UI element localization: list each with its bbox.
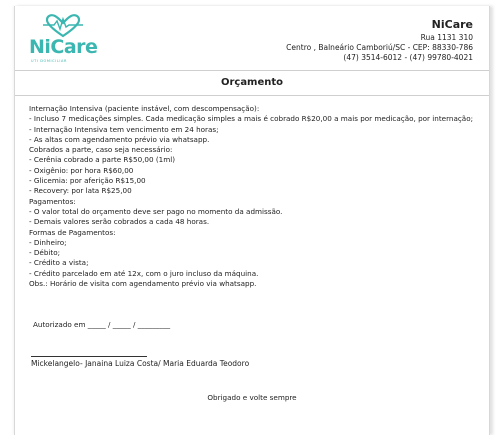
company-address: Rua 1131 310 [420,33,473,42]
company-info [286,18,473,63]
thanks-message: Obrigado e volte sempre [207,393,297,402]
body-line: - Oxigênio: por hora R$60,00 [29,165,134,175]
body-line: - Débito; [29,248,61,258]
body-line: - Crédito a vista; [29,258,89,268]
body-line: - Internação Intensiva tem vencimento em 24 horas; [29,124,219,134]
signature-line [31,356,147,357]
company-phones: (47) 3514-6012 - (47) 99780-4021 [343,53,473,62]
company-name: NiCare [431,18,473,31]
heart-pulse-icon [43,14,83,38]
body-line: Obs.: Horário de visita com agendamento prévio via whatsapp. [29,279,257,289]
body-line: Formas de Pagamentos: [29,227,116,237]
logo-tagline: UTI DOMICILIAR [31,59,68,63]
body-line: - Dinheiro; [29,237,67,247]
body-line: - Crédito parcelado em até 12x, com o juro incluso da máquina. [29,268,259,278]
body-line: - Glicemia: por aferição R$15,00 [29,176,146,186]
logo-wordmark: NiCare [29,36,98,58]
document-page [14,6,490,435]
signature-names: Mickelangelo- Janaina Luiza Costa/ Maria Eduarda Teodoro [31,359,250,368]
nicare-logo [29,14,99,66]
document-body [29,104,479,289]
authorization-line: Autorizado em _____ / _____ / _________ [33,320,171,329]
company-city: Centro , Balneário Camboriú/SC - CEP: 88330-786 [286,43,473,52]
body-line: Internação Intensiva (paciente instável, com descompensação): [29,104,260,113]
body-line: - O valor total do orçamento deve ser pago no momento da admissão. [29,206,283,216]
body-line: - Demais valores serão cobrados a cada 48 horas. [29,217,210,227]
document-title: Orçamento [15,70,489,96]
body-line: Pagamentos: [29,196,76,206]
body-line: Cobrados a parte, caso seja necessário: [29,145,173,155]
body-line: - Recovery: por lata R$25,00 [29,186,132,196]
body-line: - Incluso 7 medicações simples. Cada medicação simples a mais é cobrado R$20,00 a mais por medicação, por internação; [29,114,474,124]
body-line: - Cerênia cobrado a parte R$50,00 (1ml) [29,155,176,165]
body-line: - As altas com agendamento prévio via whatsapp. [29,134,210,144]
document-header [15,6,489,66]
